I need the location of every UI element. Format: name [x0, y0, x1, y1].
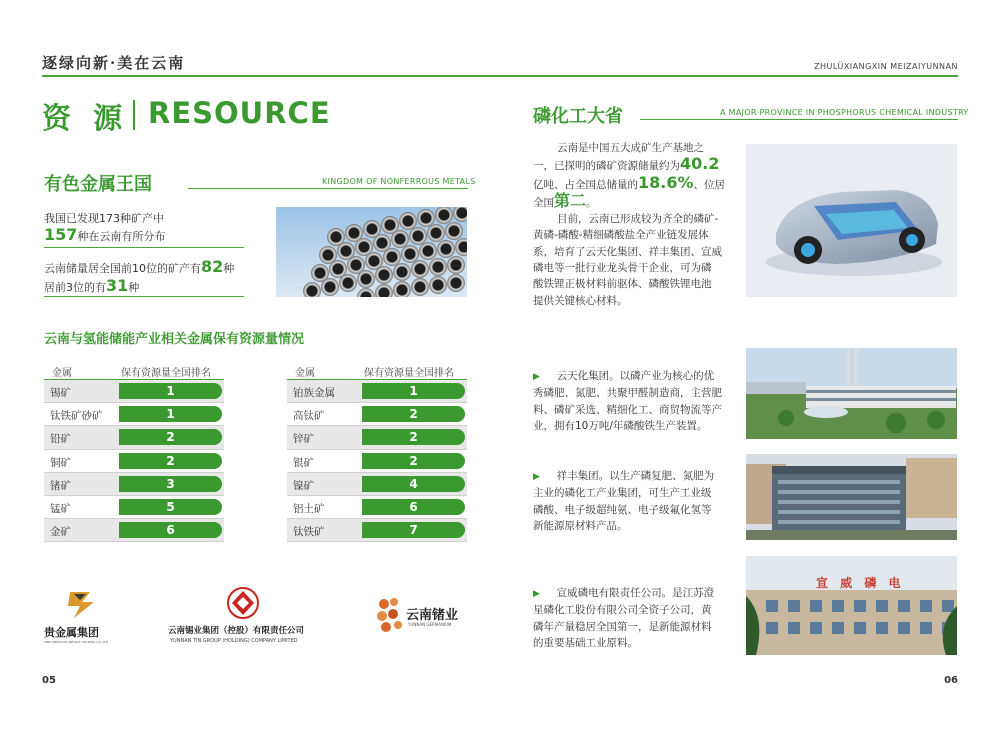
table-row: 钛铁矿砂矿 1 [44, 403, 224, 426]
table-header [287, 362, 467, 380]
stat-reserves: 40.2 [680, 154, 720, 174]
metal-table-right [287, 362, 467, 542]
ev-battery-car-image [746, 144, 957, 297]
company-yuntianhua: ▶ 云天化集团。以磷产业为核心的优 秀磷肥、氮肥、共聚甲醛制造商，主营肥 料、磷矿采选、精细化工、商贸物流等产 业，拥有10万吨/年磷酸铁生产装置。 [533, 370, 722, 432]
metal-pipes-photo [276, 207, 467, 297]
table-row: 铜矿 2 [44, 450, 224, 473]
col-rank-header: 保有资源量全国排名 [121, 368, 211, 379]
fact-line-3: 云南储量居全国前10位的矿产有82种 [44, 257, 235, 276]
table-section-title: 云南与氢能储能产业相关金属保有资源量情况 [44, 332, 305, 347]
title-separator [133, 100, 135, 130]
table-row: 铅矿 2 [44, 426, 224, 449]
section-en-nonferrous: KINGDOM OF NONFERROUS METALS [322, 177, 476, 186]
stat-share: 18.6% [638, 172, 694, 192]
section-title-nonferrous: 有色金属王国 [44, 174, 152, 195]
rank-pill: 1 [362, 383, 465, 399]
germanium-logo-icon [374, 594, 406, 638]
rank-pill: 6 [362, 499, 465, 515]
col-rank-header: 保有资源量全国排名 [364, 368, 454, 379]
yunnan-tin-logo-icon [225, 586, 261, 620]
header-divider [42, 75, 958, 77]
table-row: 镍矿 4 [287, 473, 467, 496]
triangle-bullet-icon: ▶ [533, 372, 540, 382]
section-line [640, 119, 958, 120]
xuanwei-building-photo [746, 556, 957, 655]
company-xiangfeng: ▶ 祥丰集团。以生产磷复肥、氮肥为 主业的磷化工产业集团，可生产工业级 磷酸、电子级超纯氨、电子级氟化氢等 新能源原材料产品。 [533, 470, 715, 532]
page-title-cn: 资 源 [42, 101, 129, 135]
yuntianhua-factory-photo [746, 348, 957, 439]
metal-table-left [44, 362, 224, 542]
fact-number-31: 31 [106, 276, 129, 295]
rank-pill: 2 [119, 453, 222, 469]
triangle-bullet-icon: ▶ [533, 589, 540, 599]
table-row: 锌矿 2 [287, 426, 467, 449]
table-row: 钛铁矿 7 [287, 519, 467, 542]
fact-line-2: 157种在云南有所分布 [44, 225, 166, 244]
col-metal-header: 金属 [52, 368, 72, 379]
rank-pill: 2 [119, 429, 222, 445]
logo-precious-metals: 贵金属集团 SINO-PRECIOUS METALS HOLDING CO.,LTD. [44, 588, 124, 648]
page-number-right: 06 [944, 675, 958, 686]
section-en-phosphorus: A MAJOR PROVINCE IN PHOSPHORUS CHEMICAL INDUSTRY [720, 108, 969, 117]
table-row: 高钛矿 2 [287, 403, 467, 426]
section-title-phosphorus: 磷化工大省 [533, 106, 623, 127]
xiangfeng-building-photo [746, 454, 957, 540]
precious-metals-logo-icon [64, 588, 100, 620]
fact-number-157: 157 [44, 225, 78, 244]
header-title: 逐绿向新·美在云南 [42, 54, 186, 72]
table-row: 银矿 2 [287, 450, 467, 473]
page-title-en: RESOURCE [148, 96, 331, 130]
table-row: 金矿 6 [44, 519, 224, 542]
header-subtitle: ZHULÜXIANGXIN MEIZAIYUNNAN [814, 62, 958, 71]
table-row: 锡矿 1 [44, 380, 224, 403]
rank-pill: 7 [362, 522, 465, 538]
page-number-left: 05 [42, 675, 56, 686]
triangle-bullet-icon: ▶ [533, 472, 540, 482]
rank-pill: 2 [362, 429, 465, 445]
rank-pill: 3 [119, 476, 222, 492]
logo-yunnan-germanium: 云南锗业 YUNNAN GERMANIUM [374, 594, 474, 642]
logo-yunnan-tin: 云南锡业集团（控股）有限责任公司 YUNNAN TIN GROUP (HOLDING) COMPANY LIMITED [168, 586, 318, 648]
rank-pill: 1 [119, 406, 222, 422]
table-row: 锗矿 3 [44, 473, 224, 496]
rank-pill: 1 [119, 383, 222, 399]
fact-number-82: 82 [201, 257, 224, 276]
section-line [188, 188, 468, 189]
rank-pill: 2 [362, 453, 465, 469]
rank-pill: 5 [119, 499, 222, 515]
fact-line-4: 居前3位的有31种 [44, 276, 140, 295]
stat-rank: 第二 [554, 190, 587, 210]
rank-pill: 6 [119, 522, 222, 538]
table-row: 铝土矿 6 [287, 496, 467, 519]
fact-divider [44, 247, 244, 248]
col-metal-header: 金属 [295, 368, 315, 379]
fact-line-1: 我国已发现173种矿产中 [44, 212, 164, 225]
phosphorus-intro: 云南是中国五大成矿生产基地之 一，已探明的磷矿资源储量约为40.2 亿吨、占全国总储量的18.6%、位居 全国第二。 目前，云南已形成较为齐全的磷矿- 黄磷-磷酸-精细磷酸盐全产业链发展体 系，培育了云天化集团、祥丰集团、宣威 磷电等一批行业龙头骨干企业，可为磷 酸铁锂正极材料前驱体、磷酸铁锂电池 提供关键核心材料。 [533, 142, 726, 307]
table-header [44, 362, 224, 380]
company-xuanwei: ▶ 宣威磷电有限责任公司。是江苏澄 星磷化工股份有限公司全资子公司，黄 磷年产量稳居全国第一，是新能源材料 的重要基础工业原料。 [533, 587, 715, 649]
rank-pill: 2 [362, 406, 465, 422]
table-row: 锰矿 5 [44, 496, 224, 519]
fact-divider-2 [44, 296, 244, 297]
table-row: 铂族金属 1 [287, 380, 467, 403]
rank-pill: 4 [362, 476, 465, 492]
building-sign: 宣 威 磷 电 [816, 576, 905, 590]
